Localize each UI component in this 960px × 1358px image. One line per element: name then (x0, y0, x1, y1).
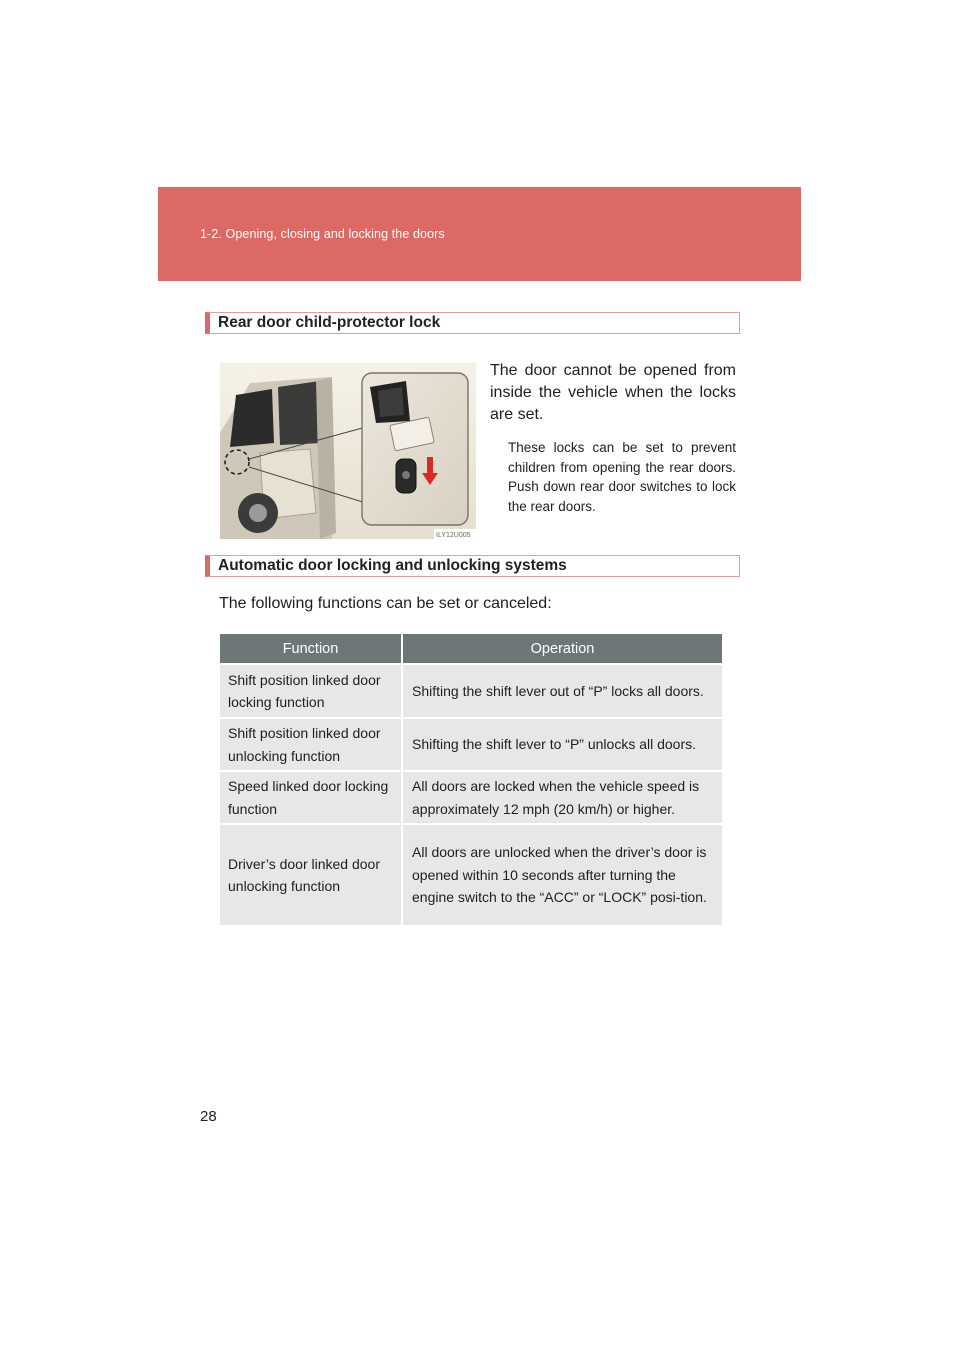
functions-table (220, 634, 722, 925)
door-window (278, 381, 322, 445)
figure-code: ILY12U005 (436, 532, 471, 539)
table-header-function: Function (220, 634, 402, 664)
table-cell-operation: Shifting the shift lever out of “P” locks all doors. (402, 664, 722, 718)
auto-lock-title: Automatic door locking and unlocking systems (218, 557, 567, 574)
table-cell-function: Speed linked door locking function (220, 771, 402, 824)
table-cell-function: Driver’s door linked door unlocking function (220, 824, 402, 925)
table-cell-operation: All doors are locked when the vehicle speed is approximately 12 mph (20 km/h) or higher. (402, 771, 722, 824)
child-lock-description: The door cannot be opened from inside the vehicle when the locks are set. (490, 362, 736, 423)
table-cell-function: Shift position linked door unlocking function (220, 718, 402, 771)
table-header-operation: Operation (402, 634, 722, 664)
table-row (220, 771, 722, 824)
page-number: 28 (200, 1108, 217, 1125)
table-cell-function: Shift position linked door locking function (220, 664, 402, 718)
rear-window (230, 389, 274, 447)
child-lock-heading (205, 312, 740, 334)
child-lock-title: Rear door child-protector lock (218, 314, 441, 331)
child-lock-illustration (220, 363, 476, 539)
table-row (220, 664, 722, 718)
auto-lock-heading (205, 555, 740, 577)
section-label: 1-2. Opening, closing and locking the doors (200, 227, 445, 241)
switch-knob (402, 471, 410, 479)
table-row (220, 718, 722, 771)
child-lock-note: These locks can be set to prevent children from opening the rear doors. Push down rear door switches to lock the rear doors. (508, 440, 736, 514)
table-cell-operation: All doors are unlocked when the driver’s door is opened within 10 seconds after turning the engine switch to the “ACC” or “LOCK” posi-tion. (402, 824, 722, 925)
table-cell-operation: Shifting the shift lever to “P” unlocks all doors. (402, 718, 722, 771)
push-down-arrow-icon (427, 457, 433, 473)
table-row (220, 824, 722, 925)
auto-lock-intro: The following functions can be set or canceled: (219, 595, 552, 612)
